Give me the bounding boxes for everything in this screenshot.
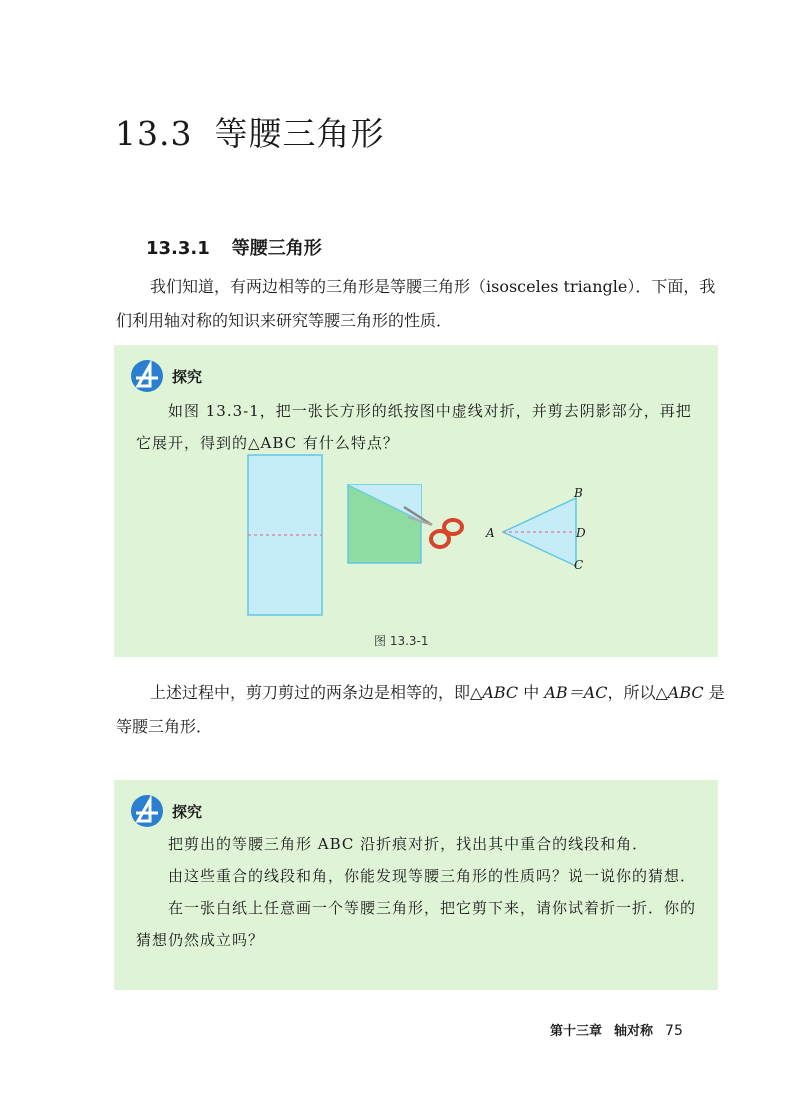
label-c: C <box>574 558 584 572</box>
section-title <box>115 108 384 155</box>
explore-box-1 <box>114 345 718 657</box>
footer-chapter: 第十三章 <box>550 1024 603 1039</box>
page-footer <box>550 1020 683 1039</box>
label-d: D <box>576 526 586 540</box>
conclusion-triangle-2: △ABC <box>655 683 704 702</box>
explore-header-2 <box>130 794 202 828</box>
page-number: 75 <box>665 1023 683 1039</box>
explore2-line-1: 把剪出的等腰三角形 ABC 沿折痕对折，找出其中重合的线段和角． <box>168 835 649 853</box>
conclusion-equation: AB＝AC <box>544 683 608 702</box>
conclusion-triangle-1: △ABC <box>470 683 519 702</box>
section-number: 13.3 <box>115 114 193 153</box>
label-b: B <box>574 486 583 500</box>
conclusion-part4: 是等腰三角形． <box>116 683 725 736</box>
section-title-text: 等腰三角形 <box>214 114 385 153</box>
subsection-title-text: 等腰三角形 <box>231 238 322 259</box>
conclusion-part3: ，所以 <box>607 683 656 702</box>
explore1-question: 如图 13.3-1，把一张长方形的纸按图中虚线对折，并剪去阴影部分，再把它展开，得到的△ABC 有什么特点？ <box>136 402 692 452</box>
explore2-line-2: 由这些重合的线段和角，你能发现等腰三角形的性质吗？说一说你的猜想． <box>168 867 697 885</box>
intro-paragraph: 我们知道，有两边相等的三角形是等腰三角形（isosceles triangle）．下面，我们利用轴对称的知识来研究等腰三角形的性质． <box>116 277 716 330</box>
label-a: A <box>486 526 495 540</box>
explore2-text <box>136 828 698 956</box>
subsection-number: 13.3.1 <box>146 238 210 259</box>
explore-icon <box>130 794 164 828</box>
figure-caption: 图 13.3-1 <box>374 634 429 648</box>
subsection-title <box>146 234 322 260</box>
figure-13-3-1 <box>114 345 718 657</box>
conclusion-part2: 中 <box>518 683 545 702</box>
explore-label: 探究 <box>172 367 203 386</box>
explore-box-2 <box>114 780 718 990</box>
conclusion-part1: 上述过程中，剪刀剪过的两条边是相等的，即 <box>150 683 471 702</box>
conclusion-paragraph <box>116 676 726 744</box>
explore-label: 探究 <box>172 802 203 821</box>
explore2-line-3: 在一张白纸上任意画一个等腰三角形，把它剪下来，请你试着折一折．你的猜想仍然成立吗？ <box>136 899 697 949</box>
footer-chapter-name: 轴对称 <box>614 1024 654 1039</box>
